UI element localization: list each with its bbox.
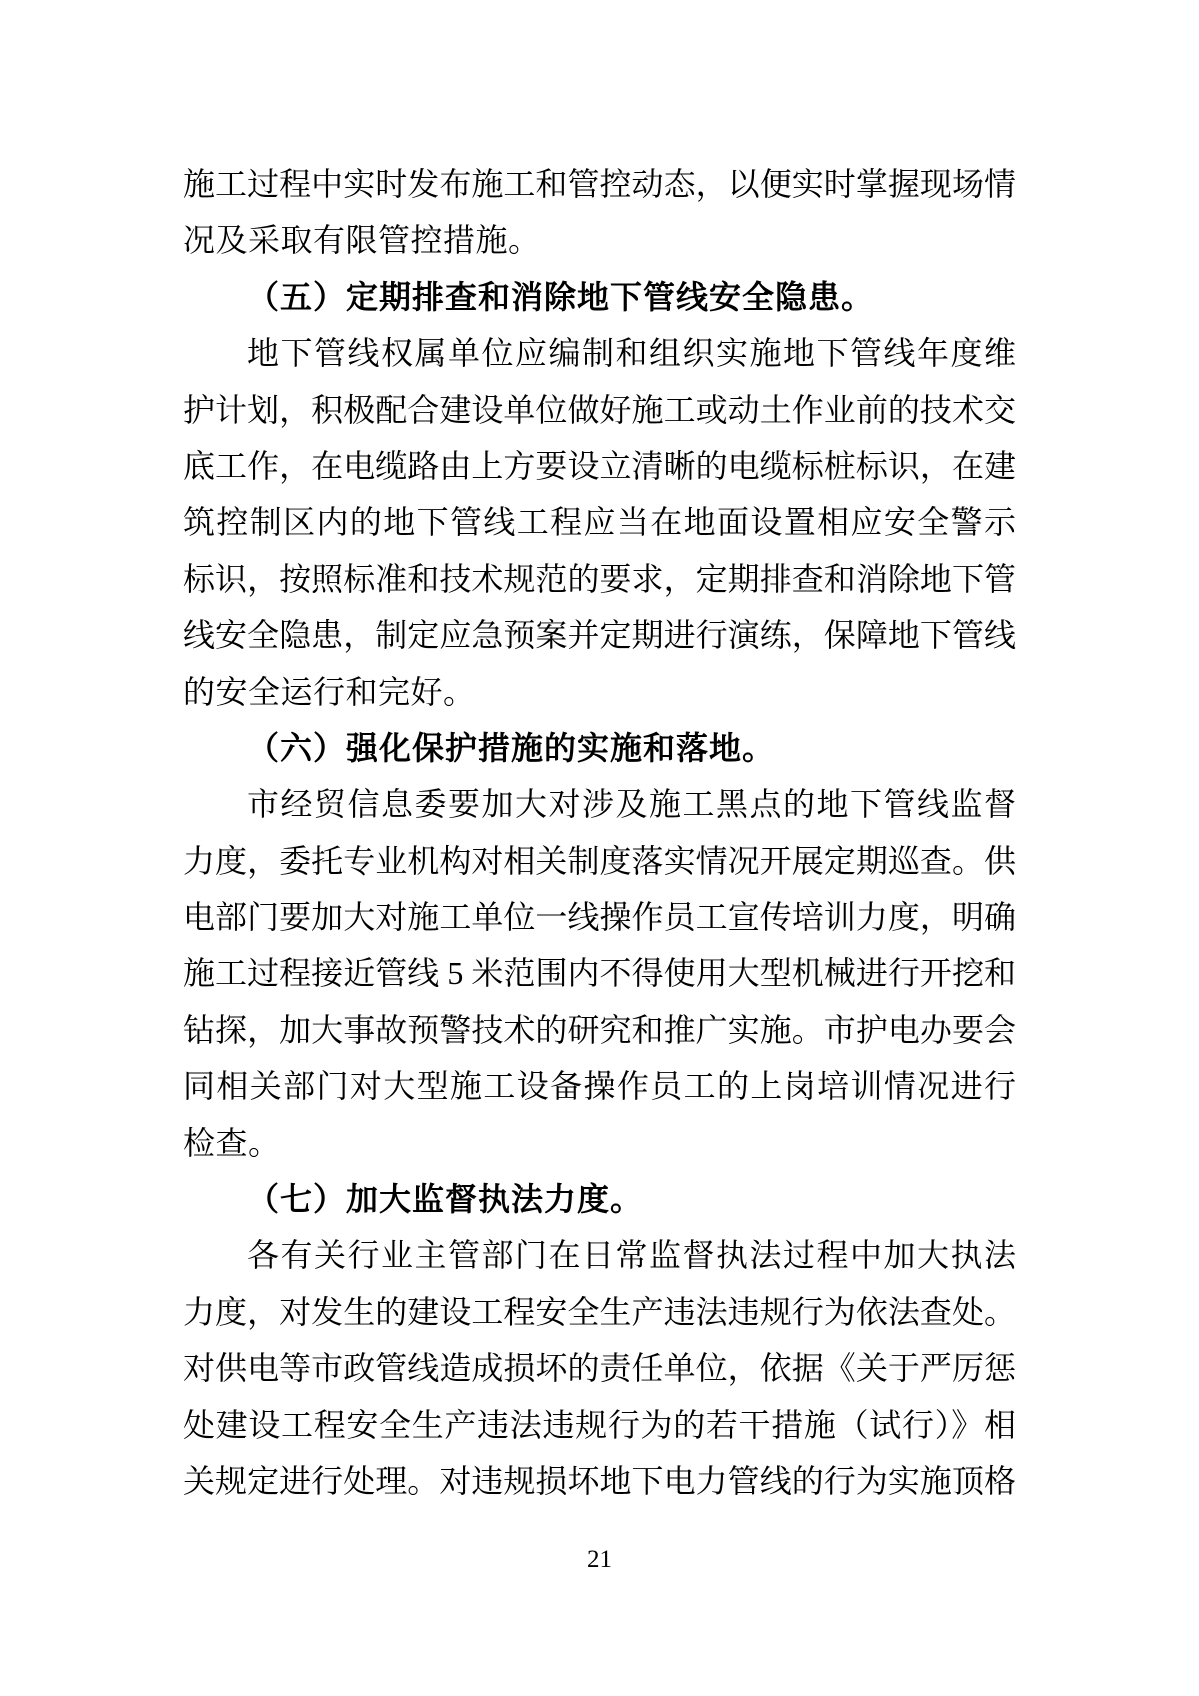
page-number: 21 (587, 1546, 612, 1573)
section-heading: （五）定期排查和消除地下管线安全隐患。 (247, 278, 875, 315)
text-line: 线安全隐患，制定应急预案并定期进行演练，保障地下管线 (183, 617, 1016, 654)
text-line: 施工过程中实时发布施工和管控动态，以便实时掌握现场情 (183, 166, 1016, 202)
text-line: 检查。 (183, 1124, 281, 1161)
text-line: 处建设工程安全生产违法违规行为的若干措施（试行）》相 (183, 1406, 1016, 1443)
text-line: 筑控制区内的地下管线工程应当在地面设置相应安全警示 (183, 504, 1016, 541)
text-line: 同相关部门对大型施工设备操作员工的上岗培训情况进行 (183, 1068, 1016, 1105)
document-body (183, 156, 1016, 1509)
text-line: 钻探，加大事故预警技术的研究和推广实施。市护电办要会 (183, 1011, 1016, 1048)
text-line: 标识，按照标准和技术规范的要求，定期排查和消除地下管 (183, 560, 1016, 597)
section-heading: （七）加大监督执法力度。 (247, 1181, 644, 1218)
text-line: 地下管线权属单位应编制和组织实施地下管线年度维 (247, 335, 1016, 372)
text-line: 护计划，积极配合建设单位做好施工或动土作业前的技术交 (183, 391, 1016, 428)
text-line: 电部门要加大对施工单位一线操作员工宣传培训力度，明确 (183, 899, 1016, 936)
text-line: 力度，对发生的建设工程安全生产违法违规行为依法查处。 (183, 1293, 1016, 1330)
text-line: 力度，委托专业机构对相关制度落实情况开展定期巡查。供 (183, 842, 1016, 879)
section-heading: （六）强化保护措施的实施和落地。 (247, 729, 776, 766)
text-line: 市经贸信息委要加大对涉及施工黑点的地下管线监督 (247, 786, 1016, 823)
text-line: 各有关行业主管部门在日常监督执法过程中加大执法 (247, 1237, 1016, 1274)
text-line: 况及采取有限管控措施。 (183, 222, 541, 259)
text-line: 施工过程接近管线 5 米范围内不得使用大型机械进行开挖和 (183, 955, 1016, 992)
text-line: 底工作，在电缆路由上方要设立清晰的电缆标桩标识，在建 (183, 447, 1016, 484)
text-line: 关规定进行处理。对违规损坏地下电力管线的行为实施顶格 (183, 1462, 1016, 1499)
text-line: 对供电等市政管线造成损坏的责任单位，依据《关于严厉惩 (183, 1350, 1016, 1387)
text-line: 的安全运行和完好。 (183, 673, 476, 710)
